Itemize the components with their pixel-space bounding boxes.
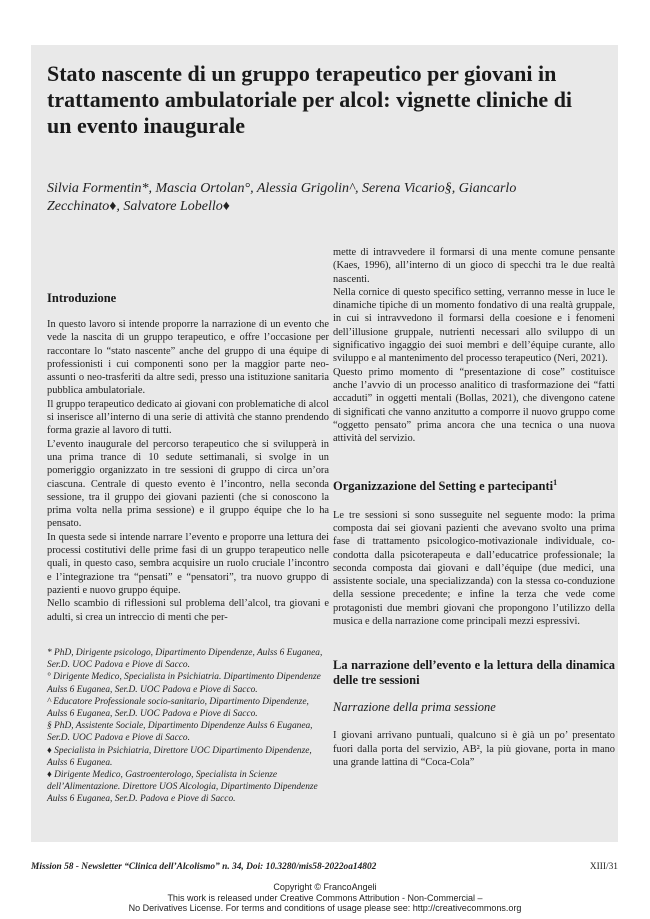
paragraph: Nella cornice di questo specifico setting, verranno messe in luce le dinamiche tipiche di un momento fondativo di una realtà gruppale, in cui si intravvedono il formarsi della coesione e i fenomeni dell’illusione gruppale, nutrienti necessari allo sviluppo di un significativo ingaggio dei suoi membri e dell’équipe curante, allo sviluppo e al mantenimento del processo terapeutico (Neri, 2021). — [333, 286, 615, 365]
footnote: ^ Educatore Professionale socio-sanitario, Dipartimento Dipendenze, Aulss 6 Euganea, Ser.D. UOC Padova e Piove di Sacco. — [47, 696, 309, 720]
paragraph: Questo primo momento di “presentazione di cose” costituisce anche l’avvio di un processo analitico di trasformazione dei “fatti accaduti” in oggetti mentali (Bollas, 2021), che divengono catene di significati che vanno anzitutto a comporre il nuovo gruppo come “oggetto pensato” prima ancora che una tecnica o una nuova attività del servizio. — [333, 366, 615, 445]
subsection-heading-prima-sessione: Narrazione della prima sessione — [333, 700, 496, 715]
paragraph: mette di intravvedere il formarsi di una mente comune pensante (Kaes, 1996), all’interno di un gioco di specchi tra le due realtà nascenti. — [333, 247, 615, 285]
footnote: * PhD, Dirigente psicologo, Dipartimento Dipendenze, Aulss 6 Euganea, Ser.D. UOC Padova e Piove di Sacco. — [47, 648, 323, 671]
left-column — [47, 245, 329, 624]
paragraph: Nello scambio di riflessioni sul problema dell’alcol, tra giovani e adulti, si crea un intreccio di menti che per- — [47, 598, 329, 623]
article-title: Stato nascente di un gruppo terapeutico per giovani in trattamento ambulatoriale per alcol: vignette cliniche di un evento inaugurale — [47, 61, 573, 138]
paragraph: Il gruppo terapeutico dedicato ai giovani con problematiche di alcol si inserisce all’interno di una serie di attività che stanno prendendo forma grazie al lavoro di tutti. — [47, 398, 329, 437]
section-heading-setting — [333, 475, 615, 494]
section-heading-narrazione: La narrazione dell’evento e la lettura della dinamica delle tre sessioni — [333, 658, 615, 688]
footnote: § PhD, Assistente Sociale, Dipartimento Dipendenze Aulss 6 Euganea, Ser.D. UOC Padova e Piove di Sacco. — [47, 721, 313, 744]
article-authors: Silvia Formentin*, Mascia Ortolan°, Alessia Grigolin^, Serena Vicario§, Giancarlo Zecchinato♦, Salvatore Lobello♦ — [47, 181, 517, 214]
license-line: No Derivatives License. For terms and conditions of usage please see: http://creativecommons.org — [128, 903, 522, 913]
page-footer — [31, 862, 618, 876]
journal-citation: Mission 58 - Newsletter “Clinica dell’Alcolismo” n. 34, Doi: 10.3280/mis58-2022oa14802 — [31, 862, 377, 872]
footnote: ° Dirigente Medico, Specialista in Psichiatria. Dipartimento Dipendenze Aulss 6 Euganea, Ser.D. UOC Padova e Piove di Sacco. — [47, 672, 321, 695]
paragraph: Le tre sessioni si sono susseguite nel seguente modo: la prima composta dai sei giovani pazienti che avevano svolto una prima fase di trattamento psicologico-motivazionale individuale, co-condotta dalla psicoterapeuta e dall’educatrice professionale; la seconda composta dai giovani e dall’équipe (due medici, una assistente sociale, una specializzanda) con la stessa co-conduzione della sessione precedente; e infine la terza che vede come protagonisti due membri giovani che propongono l’utilizzo della musica e della narrazione come principali mezzi espressivi. — [333, 509, 615, 627]
footnote: ♦ Specialista in Psichiatria, Direttore UOC Dipartimento Dipendenze, Aulss 6 Euganea. — [47, 745, 312, 768]
right-column — [333, 246, 615, 769]
article-page — [31, 45, 618, 842]
paragraph: I giovani arrivano puntuali, qualcuno si è già un po’ presentato fuori dalla porta del servizio, AB², la più giovane, porta in mano una grande lattina di “Coca-Cola” — [333, 730, 615, 768]
section-heading-introduzione: Introduzione — [47, 291, 117, 305]
footnotes — [47, 647, 329, 806]
paragraph: In questo lavoro si intende proporre la narrazione di un evento che vede la nascita di un gruppo terapeutico, e offre l’occasione per raccontare lo “stato nascente” anche del gruppo di una équipe di professionisti i cui componenti sono per la maggior parte neo-assunti o neo-trasferiti da altre sedi, presso una istituzione sanitaria pubblica ambulatoriale. — [47, 319, 329, 397]
copyright-line: Copyright © FrancoAngeli — [273, 882, 377, 892]
section-heading-setting-text: Organizzazione del Setting e partecipanti — [333, 479, 554, 494]
page-number: XIII/31 — [589, 862, 618, 872]
paragraph: In questa sede si intende narrare l’evento e proporre una lettura dei processi costitutivi delle prime fasi di un gruppo terapeutico nelle quali, in questo caso, sembra acquisire un ruolo cruciale l’incontro e l’integrazione tra “pensati” e “pensatori”, tra nuovo gruppo di pazienti e nuovo gruppo équipe. — [47, 531, 329, 596]
copyright-notice — [0, 882, 650, 914]
footnote-marker: 1 — [553, 478, 558, 488]
paragraph: L’evento inaugurale del percorso terapeutico che si svilupperà in una prima trance di 10 sedute settimanali, si svolge in un pomeriggio organizzato in tre sessioni di gruppo di circa un’ora ciascuna. Centrale di questo evento è l’incontro, nella seconda sessione, tra il gruppo dei giovani pazienti (che si conoscono la prima volta nella prima sessione) e il gruppo équipe che lo ha pensato. — [47, 438, 329, 530]
license-line: This work is released under Creative Commons Attribution - Non-Commercial – — [167, 892, 483, 903]
footnote: ♦ Dirigente Medico, Gastroenterologo, Specialista in Scienze dell’Alimentazione. Direttore UOS Alcologia, Dipartimento Dipendenze Aulss 6 Euganea, Ser.D. Padova e Piove di Sacco. — [47, 770, 318, 805]
